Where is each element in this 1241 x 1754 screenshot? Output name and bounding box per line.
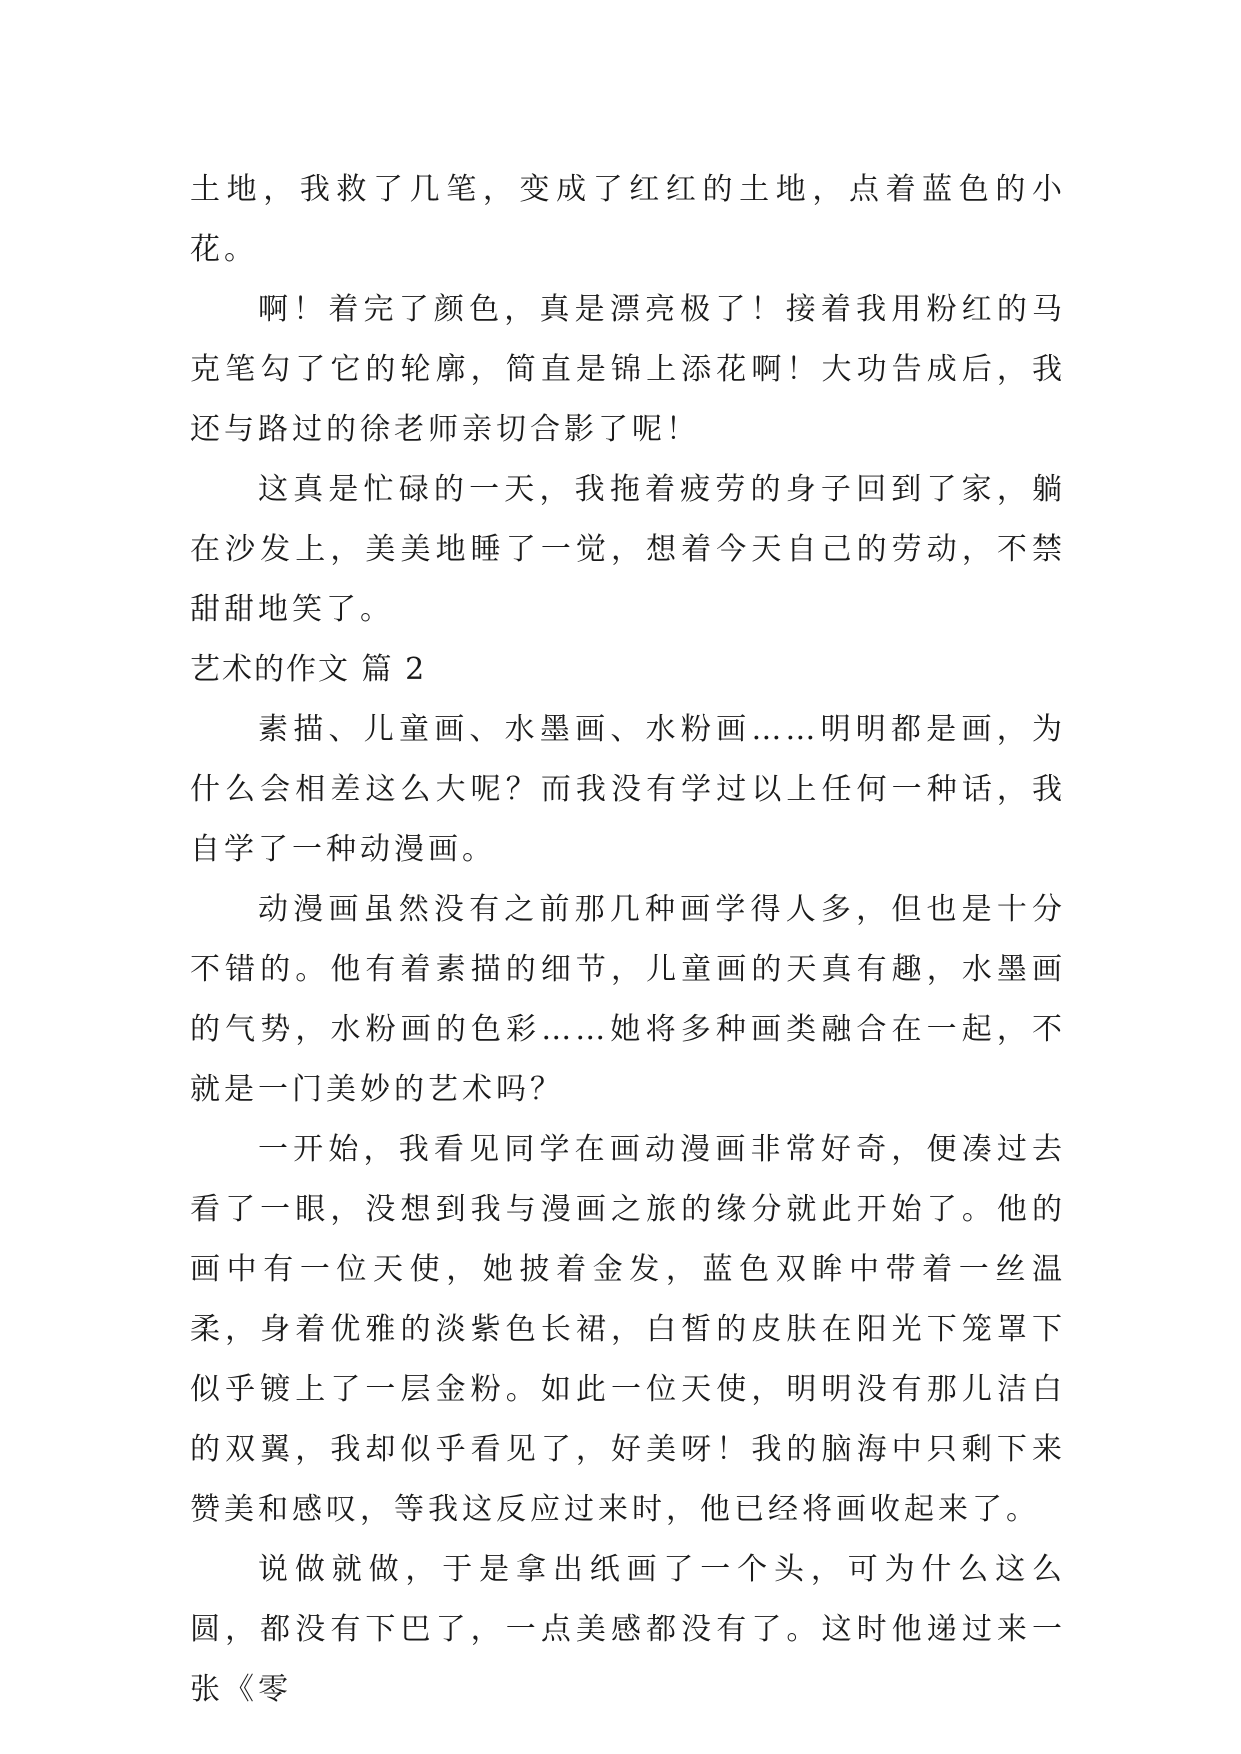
- section-heading: 艺术的作文 篇 2: [190, 652, 427, 687]
- paragraph-continuation: 土地，我救了几笔，变成了红红的土地，点着蓝色的小花。: [190, 172, 1066, 267]
- paragraph: 素描、儿童画、水墨画、水粉画……明明都是画，为什么会相差这么大呢？而我没有学过以上任何一种话，我自学了一种动漫画。: [190, 712, 1066, 867]
- paragraph: 这真是忙碌的一天，我拖着疲劳的身子回到了家，躺在沙发上，美美地睡了一觉，想着今天自己的劳动，不禁甜甜地笑了。: [190, 472, 1066, 627]
- paragraph: 动漫画虽然没有之前那几种画学得人多，但也是十分不错的。他有着素描的细节，儿童画的天真有趣，水墨画的气势，水粉画的色彩……她将多种画类融合在一起，不就是一门美妙的艺术吗？: [190, 892, 1066, 1107]
- paragraph: 说做就做，于是拿出纸画了一个头，可为什么这么圆，都没有下巴了，一点美感都没有了。这时他递过来一张《零: [190, 1552, 1066, 1707]
- paragraph: 啊！着完了颜色，真是漂亮极了！接着我用粉红的马克笔勾了它的轮廓，简直是锦上添花啊！大功告成后，我还与路过的徐老师亲切合影了呢！: [190, 292, 1066, 447]
- document-body: [190, 160, 1066, 1720]
- paragraph: 一开始，我看见同学在画动漫画非常好奇，便凑过去看了一眼，没想到我与漫画之旅的缘分就此开始了。他的画中有一位天使，她披着金发，蓝色双眸中带着一丝温柔，身着优雅的淡紫色长裙，白皙的皮肤在阳光下笼罩下似乎镀上了一层金粉。如此一位天使，明明没有那儿洁白的双翼，我却似乎看见了，好美呀！我的脑海中只剩下来赞美和感叹，等我这反应过来时，他已经将画收起来了。: [190, 1132, 1066, 1527]
